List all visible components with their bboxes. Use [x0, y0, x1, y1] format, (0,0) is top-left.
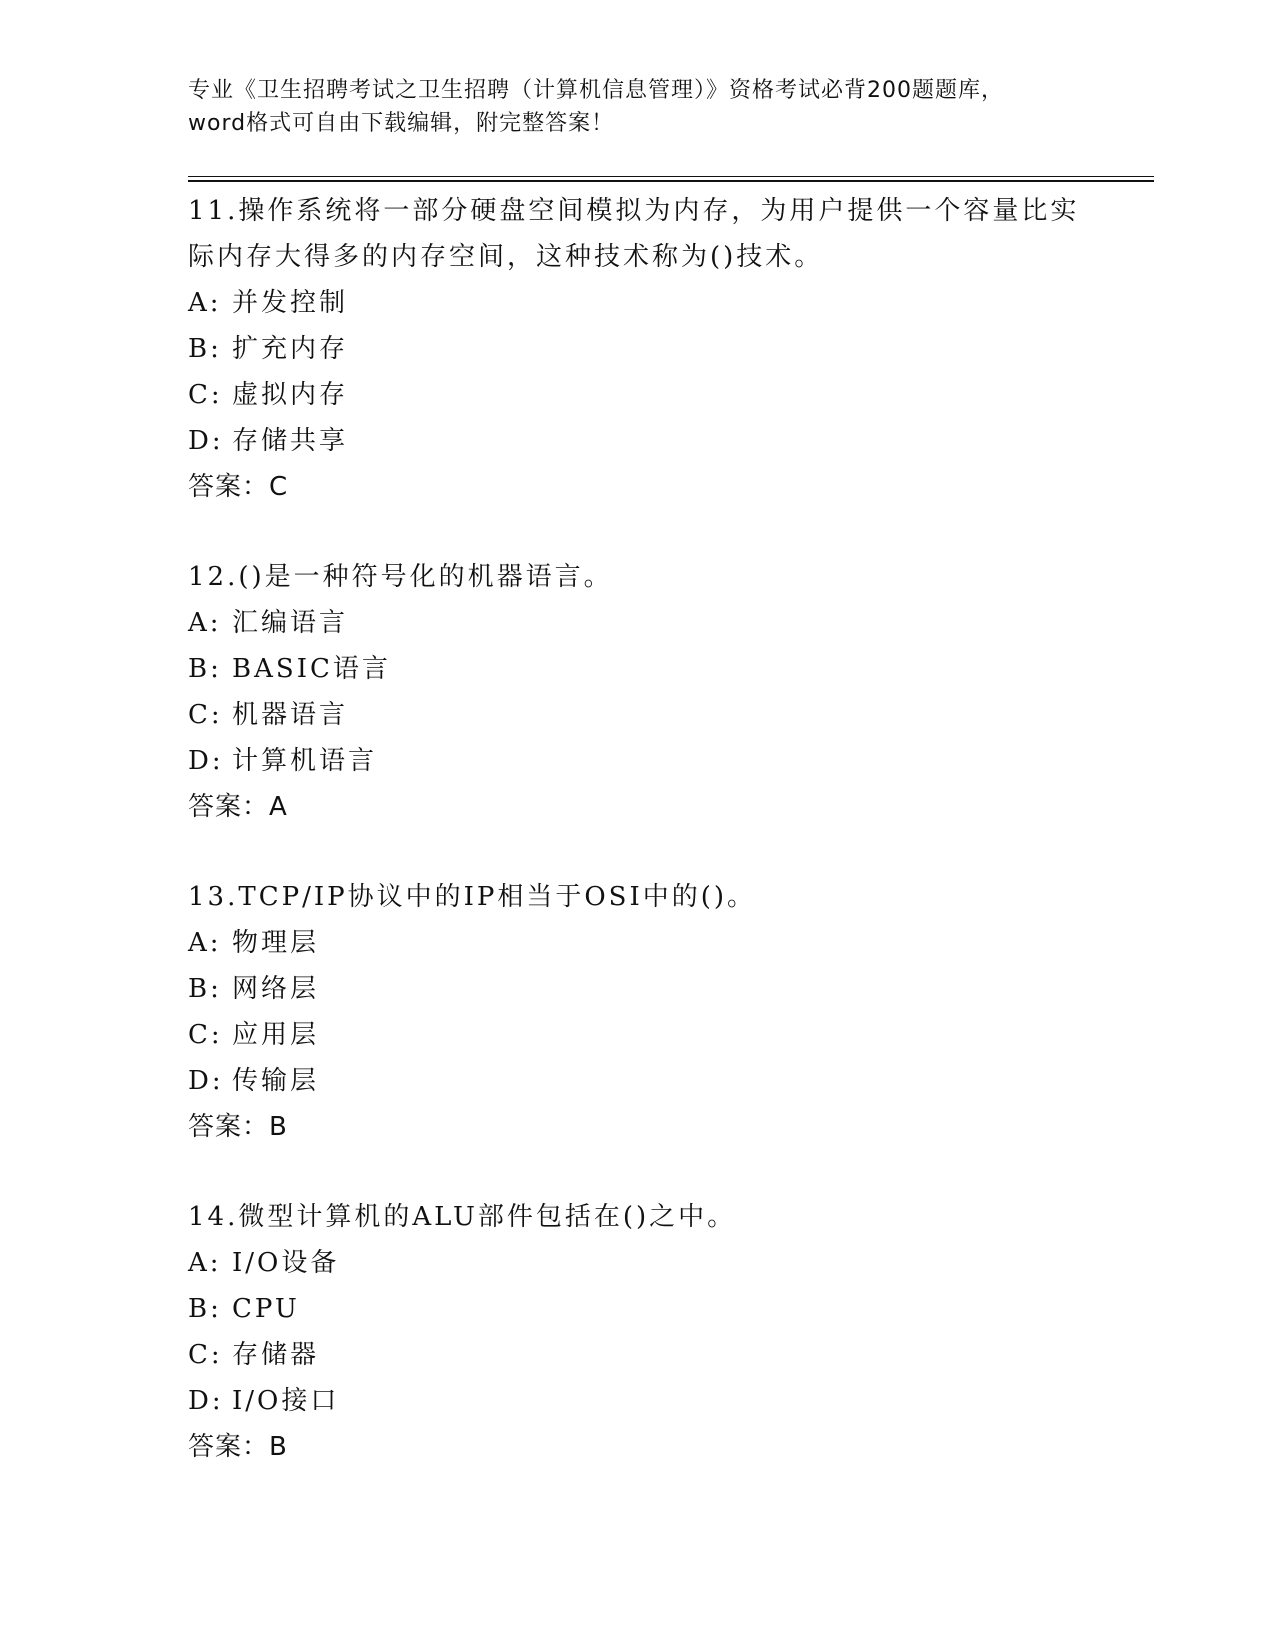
- option-a: [188, 1240, 1088, 1286]
- option-key: B:: [188, 974, 222, 1004]
- option-key: D:: [188, 1386, 224, 1416]
- option-text: 机器语言: [232, 700, 349, 730]
- option-text: 物理层: [232, 928, 320, 958]
- option-key: A:: [188, 608, 222, 638]
- question-14: [188, 1194, 1088, 1470]
- option-a: [188, 280, 1088, 326]
- answer-line: 答案：B: [188, 1432, 288, 1462]
- question-stem-line: 际内存大得多的内存空间，这种技术称为()技术。: [188, 242, 824, 272]
- option-key: A:: [188, 288, 222, 318]
- header-line-2: word格式可自由下载编辑，附完整答案！: [188, 111, 615, 136]
- option-key: D:: [188, 1066, 224, 1096]
- option-key: C:: [188, 380, 223, 410]
- option-key: B:: [188, 1294, 222, 1324]
- option-d: [188, 418, 1088, 464]
- option-text: 汇编语言: [232, 608, 349, 638]
- option-d: [188, 1058, 1088, 1104]
- option-text: BASIC语言: [232, 654, 391, 684]
- question-11: [188, 188, 1088, 510]
- option-d: [188, 1378, 1088, 1424]
- option-key: A:: [188, 928, 222, 958]
- option-key: B:: [188, 654, 222, 684]
- document-header: [188, 74, 1088, 140]
- question-13: [188, 874, 1088, 1150]
- option-key: B:: [188, 334, 222, 364]
- option-c: [188, 692, 1088, 738]
- option-text: 计算机语言: [232, 746, 378, 776]
- header-divider-thin: [188, 176, 1154, 177]
- header-divider-thick: [188, 180, 1154, 182]
- option-text: 应用层: [232, 1020, 320, 1050]
- option-d: [188, 738, 1088, 784]
- option-text: 存储共享: [232, 426, 349, 456]
- option-c: [188, 1012, 1088, 1058]
- option-text: 扩充内存: [232, 334, 349, 364]
- header-line-1: 专业《卫生招聘考试之卫生招聘（计算机信息管理）》资格考试必背200题题库，: [188, 78, 1004, 103]
- option-text: I/O设备: [232, 1248, 340, 1278]
- option-text: 传输层: [232, 1066, 320, 1096]
- option-text: 网络层: [232, 974, 320, 1004]
- answer-line: 答案：C: [188, 472, 289, 502]
- option-b: [188, 646, 1088, 692]
- option-key: D:: [188, 426, 224, 456]
- option-c: [188, 372, 1088, 418]
- option-key: C:: [188, 700, 223, 730]
- option-text: 存储器: [232, 1340, 320, 1370]
- answer-line: 答案：B: [188, 1112, 288, 1142]
- option-key: C:: [188, 1340, 223, 1370]
- question-stem-line: 14.微型计算机的ALU部件包括在()之中。: [188, 1202, 737, 1232]
- question-stem-line: 11.操作系统将一部分硬盘空间模拟为内存，为用户提供一个容量比实: [188, 196, 1080, 226]
- answer-line: 答案：A: [188, 792, 288, 822]
- option-key: D:: [188, 746, 224, 776]
- question-stem-line: 13.TCP/IP协议中的IP相当于OSI中的()。: [188, 882, 757, 912]
- option-key: A:: [188, 1248, 222, 1278]
- option-text: I/O接口: [232, 1386, 340, 1416]
- question-12: [188, 554, 1088, 830]
- option-key: C:: [188, 1020, 223, 1050]
- option-text: CPU: [232, 1294, 300, 1324]
- option-b: [188, 1286, 1088, 1332]
- question-list: [188, 188, 1088, 1514]
- option-text: 虚拟内存: [232, 380, 349, 410]
- option-b: [188, 966, 1088, 1012]
- option-b: [188, 326, 1088, 372]
- question-stem-line: 12.()是一种符号化的机器语言。: [188, 562, 613, 592]
- option-a: [188, 600, 1088, 646]
- option-a: [188, 920, 1088, 966]
- option-c: [188, 1332, 1088, 1378]
- option-text: 并发控制: [232, 288, 349, 318]
